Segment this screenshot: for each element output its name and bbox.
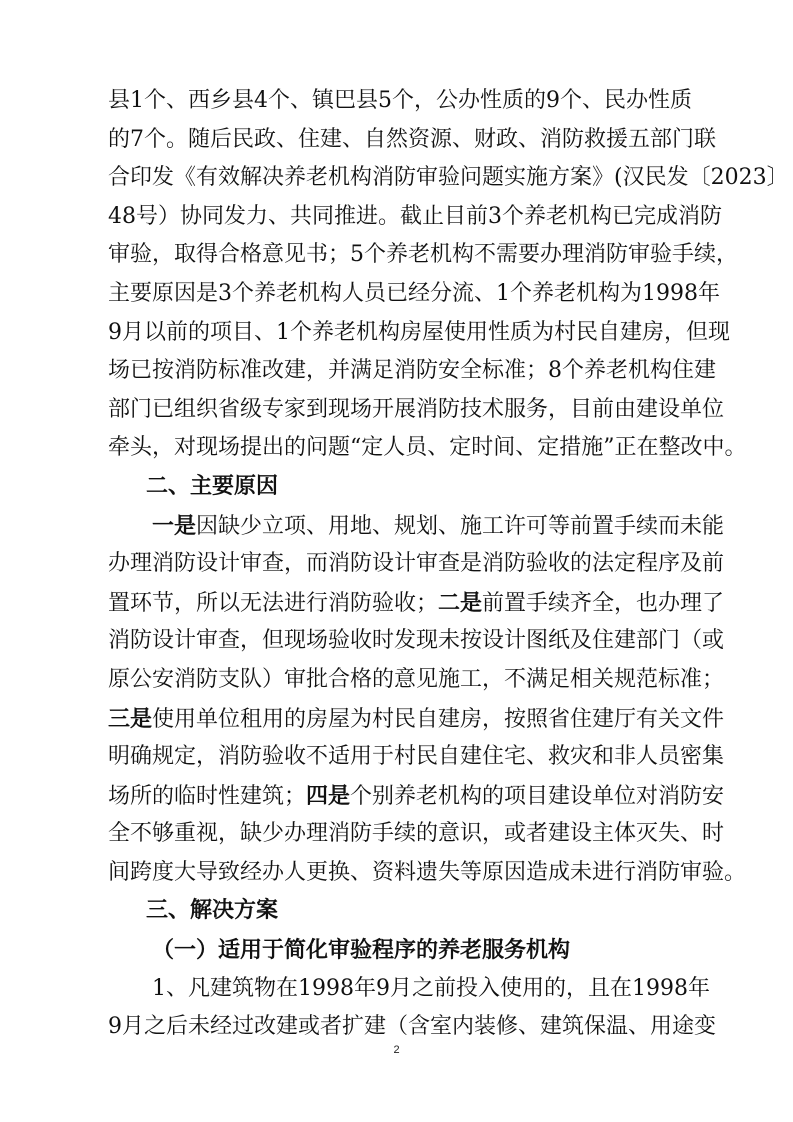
body-line: 9月之后未经过改建或者扩建（含室内装修、建筑保温、用途变 bbox=[108, 1014, 716, 1040]
body-text: 因缺少立项、用地、规划、施工许可等前置手续而未能 bbox=[196, 513, 725, 539]
body-line: 主要原因是3个养老机构人员已经分流、1个养老机构为1998年 bbox=[108, 280, 720, 306]
body-line: 9月以前的项目、1个养老机构房屋使用性质为村民自建房，但现 bbox=[108, 319, 730, 345]
body-line: 消防设计审查，但现场验收时发现未按设计图纸及住建部门（或 bbox=[108, 628, 725, 654]
body-line: 县1个、西乡县4个、镇巴县5个，公办性质的9个、民办性质 bbox=[108, 88, 692, 113]
body-line: 的7个。随后民政、住建、自然资源、财政、消防救援五部门联 bbox=[108, 126, 716, 152]
emphasis-fourth: 四是 bbox=[306, 782, 351, 809]
emphasis-third: 三是 bbox=[108, 705, 153, 732]
body-line bbox=[108, 584, 725, 623]
section-heading-main-reasons: 二、主要原因 bbox=[146, 473, 279, 499]
body-text: 使用单位租用的房屋为村民自建房，按照省住建厅有关文件 bbox=[152, 706, 725, 732]
body-line: 合印发《有效解决养老机构消防审验问题实施方案》(汉民发〔2023〕 bbox=[108, 165, 789, 191]
body-text: 个别养老机构的项目建设单位对消防安 bbox=[350, 783, 725, 809]
body-line: 牵头，对现场提出的问题“定人员、定时间、定措施”正在整改中。 bbox=[108, 435, 747, 461]
body-line bbox=[108, 700, 725, 739]
body-line bbox=[108, 507, 725, 546]
body-line: 场已按消防标准改建，并满足消防安全标准；8个养老机构住建 bbox=[108, 358, 716, 384]
page-number: 2 bbox=[393, 1044, 400, 1056]
section-heading-solutions: 三、解决方案 bbox=[146, 898, 279, 924]
body-line: 办理消防设计审查，而消防设计审查是消防验收的法定程序及前 bbox=[108, 551, 725, 577]
body-text: 场所的临时性建筑； bbox=[108, 783, 307, 809]
body-line: 1、凡建筑物在1998年9月之前投入使用的，且在1998年 bbox=[152, 975, 710, 1001]
emphasis-first: 一是 bbox=[152, 512, 197, 539]
emphasis-second: 二是 bbox=[438, 589, 483, 616]
body-line: 审验，取得合格意见书；5个养老机构不需要办理消防审验手续， bbox=[108, 242, 738, 268]
body-line: 间跨度大导致经办人更换、资料遗失等原因造成未进行消防审验。 bbox=[108, 859, 747, 885]
body-line bbox=[108, 777, 725, 816]
subsection-heading: （一）适用于简化审验程序的养老服务机构 bbox=[152, 937, 571, 964]
body-line: 全不够重视，缺少办理消防手续的意识，或者建设主体灭失、时 bbox=[108, 821, 725, 847]
body-line: 48号）协同发力、共同推进。截止目前3个养老机构已完成消防 bbox=[108, 203, 722, 229]
document-body bbox=[108, 82, 789, 1047]
body-line: 明确规定，消防验收不适用于村民自建住宅、救灾和非人员密集 bbox=[108, 744, 725, 770]
body-text: 置环节，所以无法进行消防验收； bbox=[108, 590, 439, 616]
body-line: 原公安消防支队）审批合格的意见施工，不满足相关规范标准； bbox=[108, 666, 725, 692]
body-line: 部门已组织省级专家到现场开展消防技术服务，目前由建设单位 bbox=[108, 396, 725, 422]
body-text: 前置手续齐全，也办理了 bbox=[482, 590, 725, 616]
